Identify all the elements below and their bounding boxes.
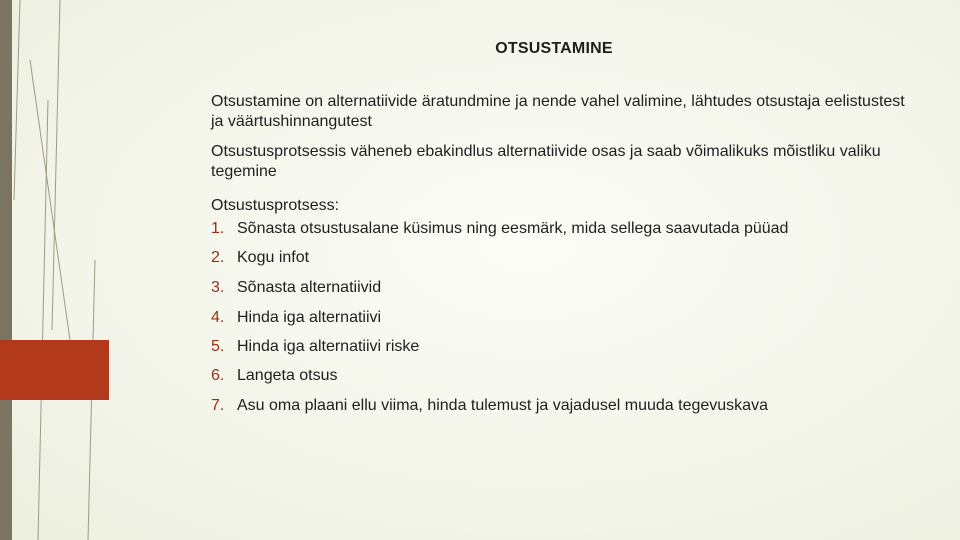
accent-block bbox=[0, 340, 109, 400]
step-item: 7. Asu oma plaani ellu viima, hinda tulemust ja vajadusel muuda tegevuskava bbox=[211, 397, 768, 414]
term-otsustamine: Otsustamine bbox=[211, 93, 301, 110]
definition-text: on alternatiivide äratundmine ja nende vahel valimine, lähtudes otsustaja eelistustest ja väärtushinnangutest bbox=[211, 93, 905, 130]
definition-paragraph bbox=[211, 92, 911, 132]
process-text: väheneb ebakindlus alternatiivide osas ja saab võimalikuks mõistliku valiku tegemine bbox=[211, 143, 881, 180]
slide-title: OTSUSTAMINE bbox=[495, 40, 613, 57]
list-heading: Otsustusprotsess: bbox=[211, 197, 340, 214]
step-item: 2. Kogu infot bbox=[211, 249, 310, 266]
decorative-lines bbox=[0, 0, 110, 540]
step-item: 1. Sõnasta otsustusalane küsimus ning eesmärk, mida sellega saavutada püüad bbox=[211, 220, 789, 237]
step-item: 3. Sõnasta alternatiivid bbox=[211, 279, 382, 296]
step-item: 6. Langeta otsus bbox=[211, 367, 338, 384]
step-item: 4. Hinda iga alternatiivi bbox=[211, 309, 382, 326]
slide-content bbox=[211, 92, 911, 216]
process-paragraph bbox=[211, 142, 911, 182]
step-item: 5. Hinda iga alternatiivi riske bbox=[211, 338, 420, 355]
term-otsustusprotsessis: Otsustusprotsessis bbox=[211, 143, 347, 160]
